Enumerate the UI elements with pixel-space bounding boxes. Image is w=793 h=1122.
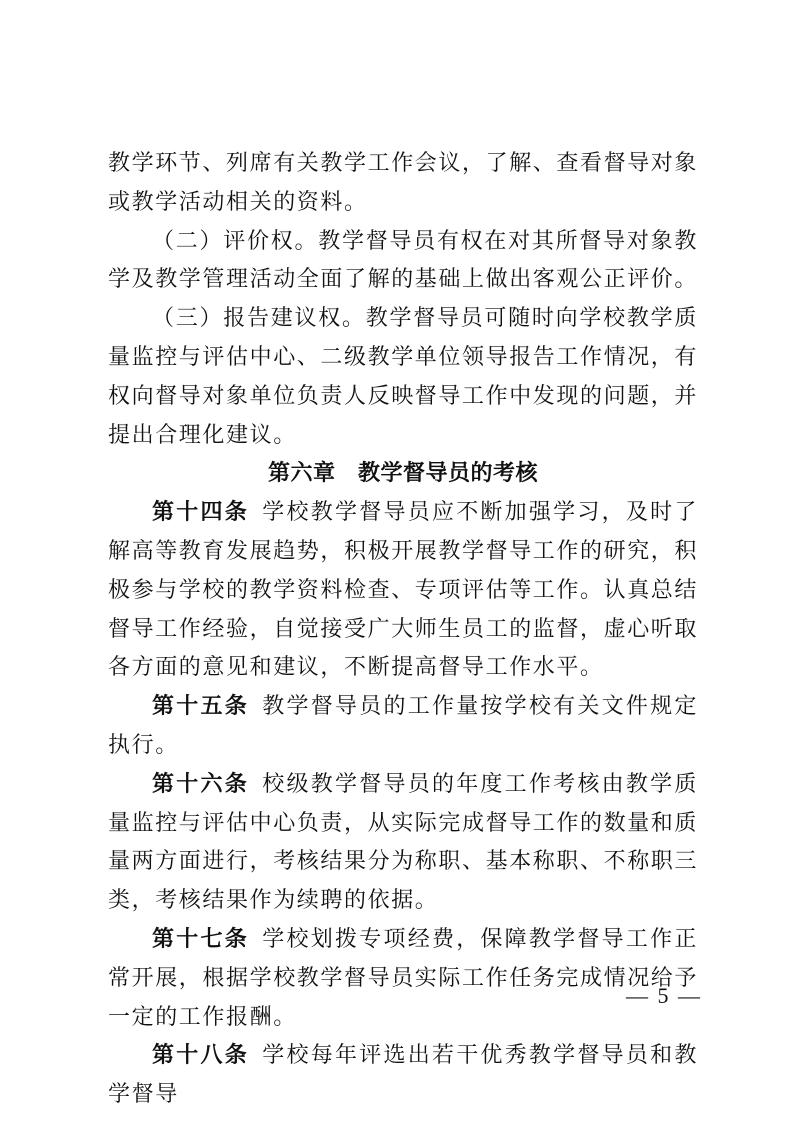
article-16 <box>108 766 698 921</box>
article-text: 学校划拨专项经费，保障教学督导工作正常开展，根据学校教学督导员实际工作任务完成情况给予一定的工作报酬。 <box>108 926 699 1030</box>
article-text: 校级教学督导员的年度工作考核由教学质量监控与评估中心负责，从实际完成督导工作的数量和质量两方面进行，考核结果分为称职、基本称职、不称职三类，考核结果作为续聘的依据。 <box>108 771 699 914</box>
article-15 <box>108 688 698 766</box>
article-text: 学校教学督导员应不断加强学习，及时了解高等教育发展趋势，积极开展教学督导工作的研究，积极参与学校的教学资料检查、专项评估等工作。认真总结督导工作经验，自觉接受广大师生员工的监督，虚心听取各方面的意见和建议，不断提高督导工作水平。 <box>108 500 699 681</box>
article-text: 教学督导员的工作量按学校有关文件规定执行。 <box>108 694 698 758</box>
document-body <box>108 145 698 1115</box>
article-number: 第十七条 <box>152 926 249 952</box>
paragraph-report-right: （三）报告建议权。教学督导员可随时向学校教学质量监控与评估中心、二级教学单位领导报告工作情况，有权向督导对象单位负责人反映督导工作中发现的问题，并提出合理化建议。 <box>108 306 699 448</box>
article-18 <box>108 1037 698 1115</box>
article-number: 第十五条 <box>152 694 249 720</box>
article-text: 学校每年评选出若干优秀教学督导员和教学督导 <box>108 1043 698 1108</box>
article-number: 第十六条 <box>152 771 249 797</box>
chapter-heading: 第六章 教学督导员的考核 <box>267 461 538 487</box>
article-14 <box>108 494 698 688</box>
page-number: — 5 — <box>626 983 702 1008</box>
paragraph-continuation: 教学环节、列席有关教学工作会议，了解、查看督导对象或教学活动相关的资料。 <box>108 151 699 215</box>
article-number: 第十四条 <box>152 500 249 526</box>
paragraph-evaluation-right: （二）评价权。教学督导员有权在对其所督导对象教学及教学管理活动全面了解的基础上做出客观公正评价。 <box>108 228 699 293</box>
article-17 <box>108 921 698 1037</box>
article-number: 第十八条 <box>152 1043 249 1069</box>
